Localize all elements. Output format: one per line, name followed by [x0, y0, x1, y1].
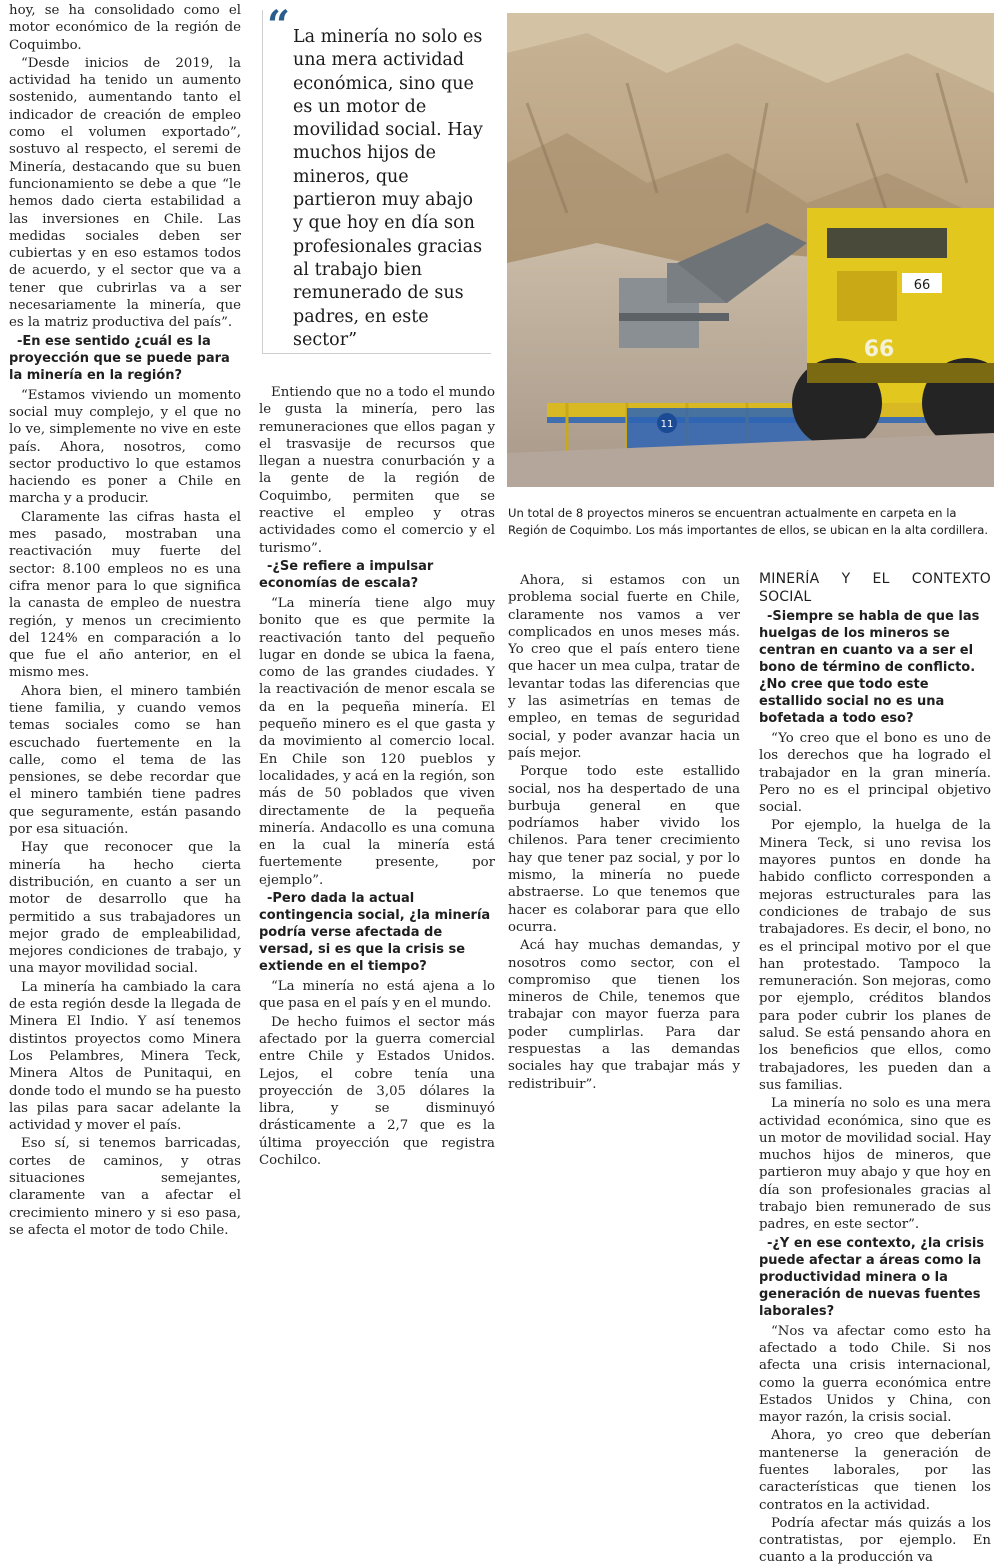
paragraph: “Desde inicios de 2019, la actividad ha tenido un aumento sostenido, aumentando tanto el indicador de creación de empleo como el volumen exportado”, sostuvo al respecto, el seremi de Minería, destacando que su buen funcionamiento se debe a que “le hemos dado cierta estabilidad a las inversiones en Chile. Las medidas sociales deben ser cubiertas y en eso estamos todos de acuerdo, y el sector que va a tener que cubrirlas va a ser necesariamente la minería, que es la matriz productiva del país”.: [9, 55, 241, 331]
mining-photo: [507, 13, 994, 487]
article-column-1: [9, 2, 241, 1240]
paragraph: “Yo creo que el bono es uno de los derechos que ha logrado el trabajador en la gran minería. Pero no es el principal objetivo social.: [759, 731, 991, 816]
quote-mark-icon: “: [267, 2, 291, 49]
paragraph: Porque todo este estallido social, nos ha despertado de una burbuja general en que podríamos haber vivido los chilenos. Para tener crecimiento hay que tener paz social, y por lo mismo, la minería no puede abstraerse. Lo que tenemos que hacer es colaborar para que ello ocurra.: [508, 764, 740, 935]
mining-scene-image: [507, 13, 994, 487]
interview-question: -En ese sentido ¿cuál es la proyección que se puede para la minería en la región?: [9, 333, 230, 383]
paragraph: “La minería no está ajena a lo que pasa en el país y en el mundo.: [259, 979, 495, 1012]
paragraph: De hecho fuimos el sector más afectado por la guerra comercial entre Chile y Estados Unidos. Lejos, el cobre tenía una proyección de 3,05 dólares la libra, y se disminuyó drásticamente a 2,7 que es la última proyección que registra Cochilco.: [259, 1014, 495, 1168]
photo-caption: Un total de 8 proyectos mineros se encuentran actualmente en carpeta en la Región de Coquimbo. Los más importantes de ellos, se ubican en la alta cordillera.: [508, 506, 989, 537]
pull-quote: [262, 2, 491, 354]
paragraph: Entiendo que no a todo el mundo le gusta la minería, pero las remuneraciones que ellos pagan y el trasvasije de recursos que llegan a nuestra conurbación y a la gente de la región de Coquimbo, permiten que se reactive el empleo y otras actividades como el comercio y el turismo”.: [259, 385, 495, 556]
paragraph: La minería no solo es una mera actividad económica, sino que es un motor de movilidad social. Hay muchos hijos de mineros, que partieron muy abajo y que hoy en día son profesionales gracias al trabajo bien remunerado de sus padres, en este sector”.: [759, 1096, 991, 1233]
paragraph: Hay que reconocer que la minería ha hecho cierta distribución, en cuanto a ser un motor de desarrollo que ha permitido a sus trabajadores un mejor grado de empleabilidad, mejores condiciones de trabajo, y una mayor movilidad social.: [9, 840, 241, 977]
interview-question: -¿Y en ese contexto, ¿la crisis puede afectar a áreas como la productividad minera o la generación de nuevas fuentes laborales?: [759, 1235, 985, 1319]
marker-number: 11: [660, 419, 674, 430]
paragraph: Por ejemplo, la huelga de la Minera Teck, si uno revisa los mayores puntos en donde ha habido conflicto corresponden a mejoras estructurales para las condiciones de trabajo de sus trabajadores. Es decir, el bono, no es el principal motivo por el que han protestado. Tampoco la remuneración. Son mejoras, como por ejemplo, créditos blandos para poder cubrir los planes de salud. Se está pensando ahora en los beneficios que ellos, como trabajadores, les pueden dan a sus familias.: [759, 818, 991, 1093]
paragraph: La minería ha cambiado la cara de esta región desde la llegada de Minera El Indio. Y así tenemos distintos proyectos como Minera Los Pelambres, Minera Teck, Minera Altos de Punitaqui, en donde todo el mundo se ha puesto las pilas para sacar adelante la actividad y mover el país.: [9, 979, 241, 1134]
article-column-4: [759, 570, 991, 1568]
interview-question: -Pero dada la actual contingencia social, ¿la minería podría verse afectada de versad, si es que la crisis se extiende en el tiempo?: [259, 891, 491, 975]
article-column-3: [508, 572, 740, 1094]
paragraph: “La minería tiene algo muy bonito que es que permite la reactivación tanto del pequeño lugar en donde se ubica la faena, como de las grandes ciudades. Y la reactivación de menor escala se da en la pequeña minería. El pequeño minero es el que gasta y da movimiento al comercio local. En Chile son 120 pueblos y localidades, y acá en la región, son más de 50 poblados que viven directamente de la pequeña minería. Andacollo es una comuna en la cual la minería está fuertemente presente, por ejemplo”.: [259, 595, 495, 888]
pull-quote-text: La minería no solo es una mera actividad económica, sino que es un motor de movilidad social. Hay muchos hijos de mineros, que partieron muy abajo y que hoy en día son profesionales gracias al trabajo bien remunerado de sus padres, en este sector”: [293, 27, 483, 350]
section-heading: MINERÍA Y EL CONTEXTO SOCIAL: [759, 571, 991, 605]
paragraph: Claramente las cifras hasta el mes pasado, mostraban una reactivación muy fuerte del sector: 8.100 empleos no es una cifra menor para lo que significa la canasta de empleo de nuestra región, y menos un crecimiento del 124% en comparación a lo que fue el año anterior, en el mismo mes.: [9, 509, 241, 681]
article-column-2: [259, 384, 495, 1170]
interview-question: -¿Se refiere a impulsar economías de escala?: [259, 558, 434, 591]
paragraph: Ahora, si estamos con un problema social fuerte en Chile, claramente nos vamos a ver complicados en unos meses más. Yo creo que el país entero tiene que hacer un mea culpa, tratar de levantar todas las diferencias que y las asimetrías en temas de empleo, en temas de seguridad social, y poder avanzar hacia un país mejor.: [508, 573, 740, 761]
paragraph: Acá hay muchas demandas, y nosotros como sector, con el compromiso que tienen los mineros de Chile, tenemos que trabajar con mayor fuerza para poder cumplirlas. Para dar respuestas a las demandas sociales hay que trabajar más y redistribuir”.: [508, 938, 740, 1092]
paragraph: hoy, se ha consolidado como el motor económico de la región de Coquimbo.: [9, 3, 241, 53]
paragraph: Podría afectar más quizás a los contratistas, por ejemplo. En cuanto a la producción va: [759, 1515, 991, 1566]
paragraph: Ahora, yo creo que deberían mantenerse la generación de fuentes laborales, por las características que tienen los contratos en la actividad.: [759, 1428, 991, 1513]
paragraph: “Nos va afectar como esto ha afectado a todo Chile. Si nos afecta una crisis internacional, como la guerra económica entre Estados Unidos y China, con mayor razón, la crisis social.: [759, 1323, 991, 1426]
truck-number-front: 66: [863, 337, 895, 362]
paragraph: Ahora bien, el minero también tiene familia, y cuando vemos temas sociales como se han escuchado fuertemente en la calle, como el tema de las pensiones, se debe recordar que el minero también tiene padres que seguramente, están pasando por esa situación.: [9, 683, 241, 838]
truck-number-badge: 66: [913, 278, 931, 293]
paragraph: “Estamos viviendo un momento social muy complejo, y el que no lo ve, simplemente no vive en este país. Ahora, nosotros, como sector productivo lo que estamos haciendo es poner a Chile en marcha y a producir.: [9, 387, 241, 507]
interview-question: -Siempre se habla de que las huelgas de los mineros se centran en cuanto va a ser el bono de término de conflicto. ¿No cree que todo este estallido social no es una bofetada a todo eso?: [759, 609, 980, 726]
paragraph: Eso sí, si tenemos barricadas, cortes de caminos, y otras situaciones semejantes, claramente van a afectar el crecimiento minero y si eso pasa, se afecta el motor de todo Chile.: [9, 1136, 241, 1238]
